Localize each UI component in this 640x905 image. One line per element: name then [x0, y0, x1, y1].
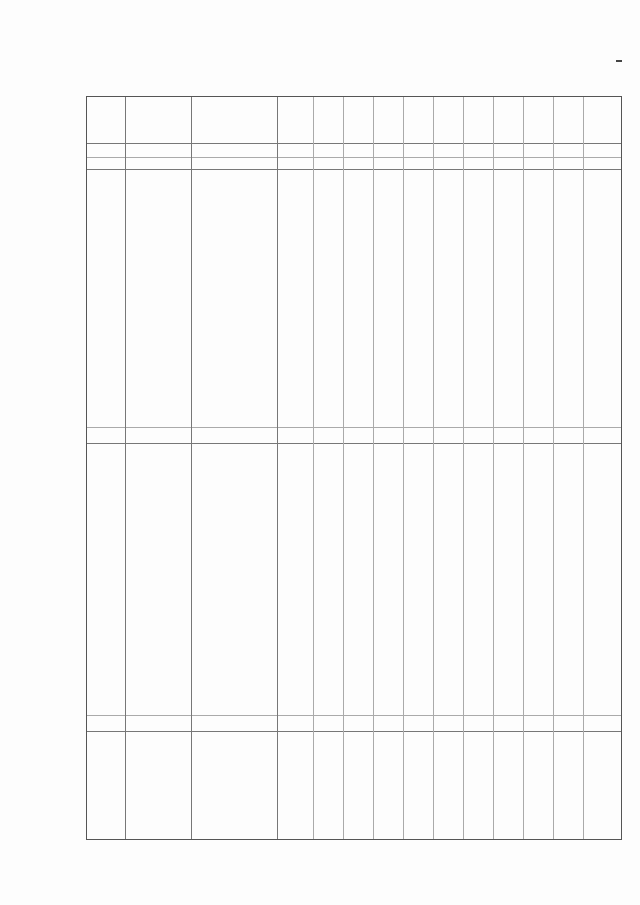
table-column-rule — [277, 97, 278, 839]
table-rule — [87, 715, 621, 716]
table-rule — [87, 143, 621, 144]
budget-table — [86, 96, 622, 840]
table-column-rule — [523, 97, 524, 839]
table-column-rule — [373, 97, 374, 839]
table-column-rule — [493, 97, 494, 839]
table-rule — [87, 427, 621, 428]
table-rule — [87, 157, 621, 158]
table-column-rule — [125, 97, 126, 839]
table-column-rule — [463, 97, 464, 839]
document-heading — [8, 40, 628, 80]
table-column-rule — [583, 97, 584, 839]
page-mark — [616, 60, 622, 62]
table-column-rule — [313, 97, 314, 839]
table-column-rule — [191, 97, 192, 839]
table-rule — [87, 169, 621, 170]
table-column-rule — [403, 97, 404, 839]
table-column-rule — [433, 97, 434, 839]
table-rule — [87, 443, 621, 444]
table-column-rule — [553, 97, 554, 839]
table-column-rule — [343, 97, 344, 839]
table-rule — [87, 731, 621, 732]
